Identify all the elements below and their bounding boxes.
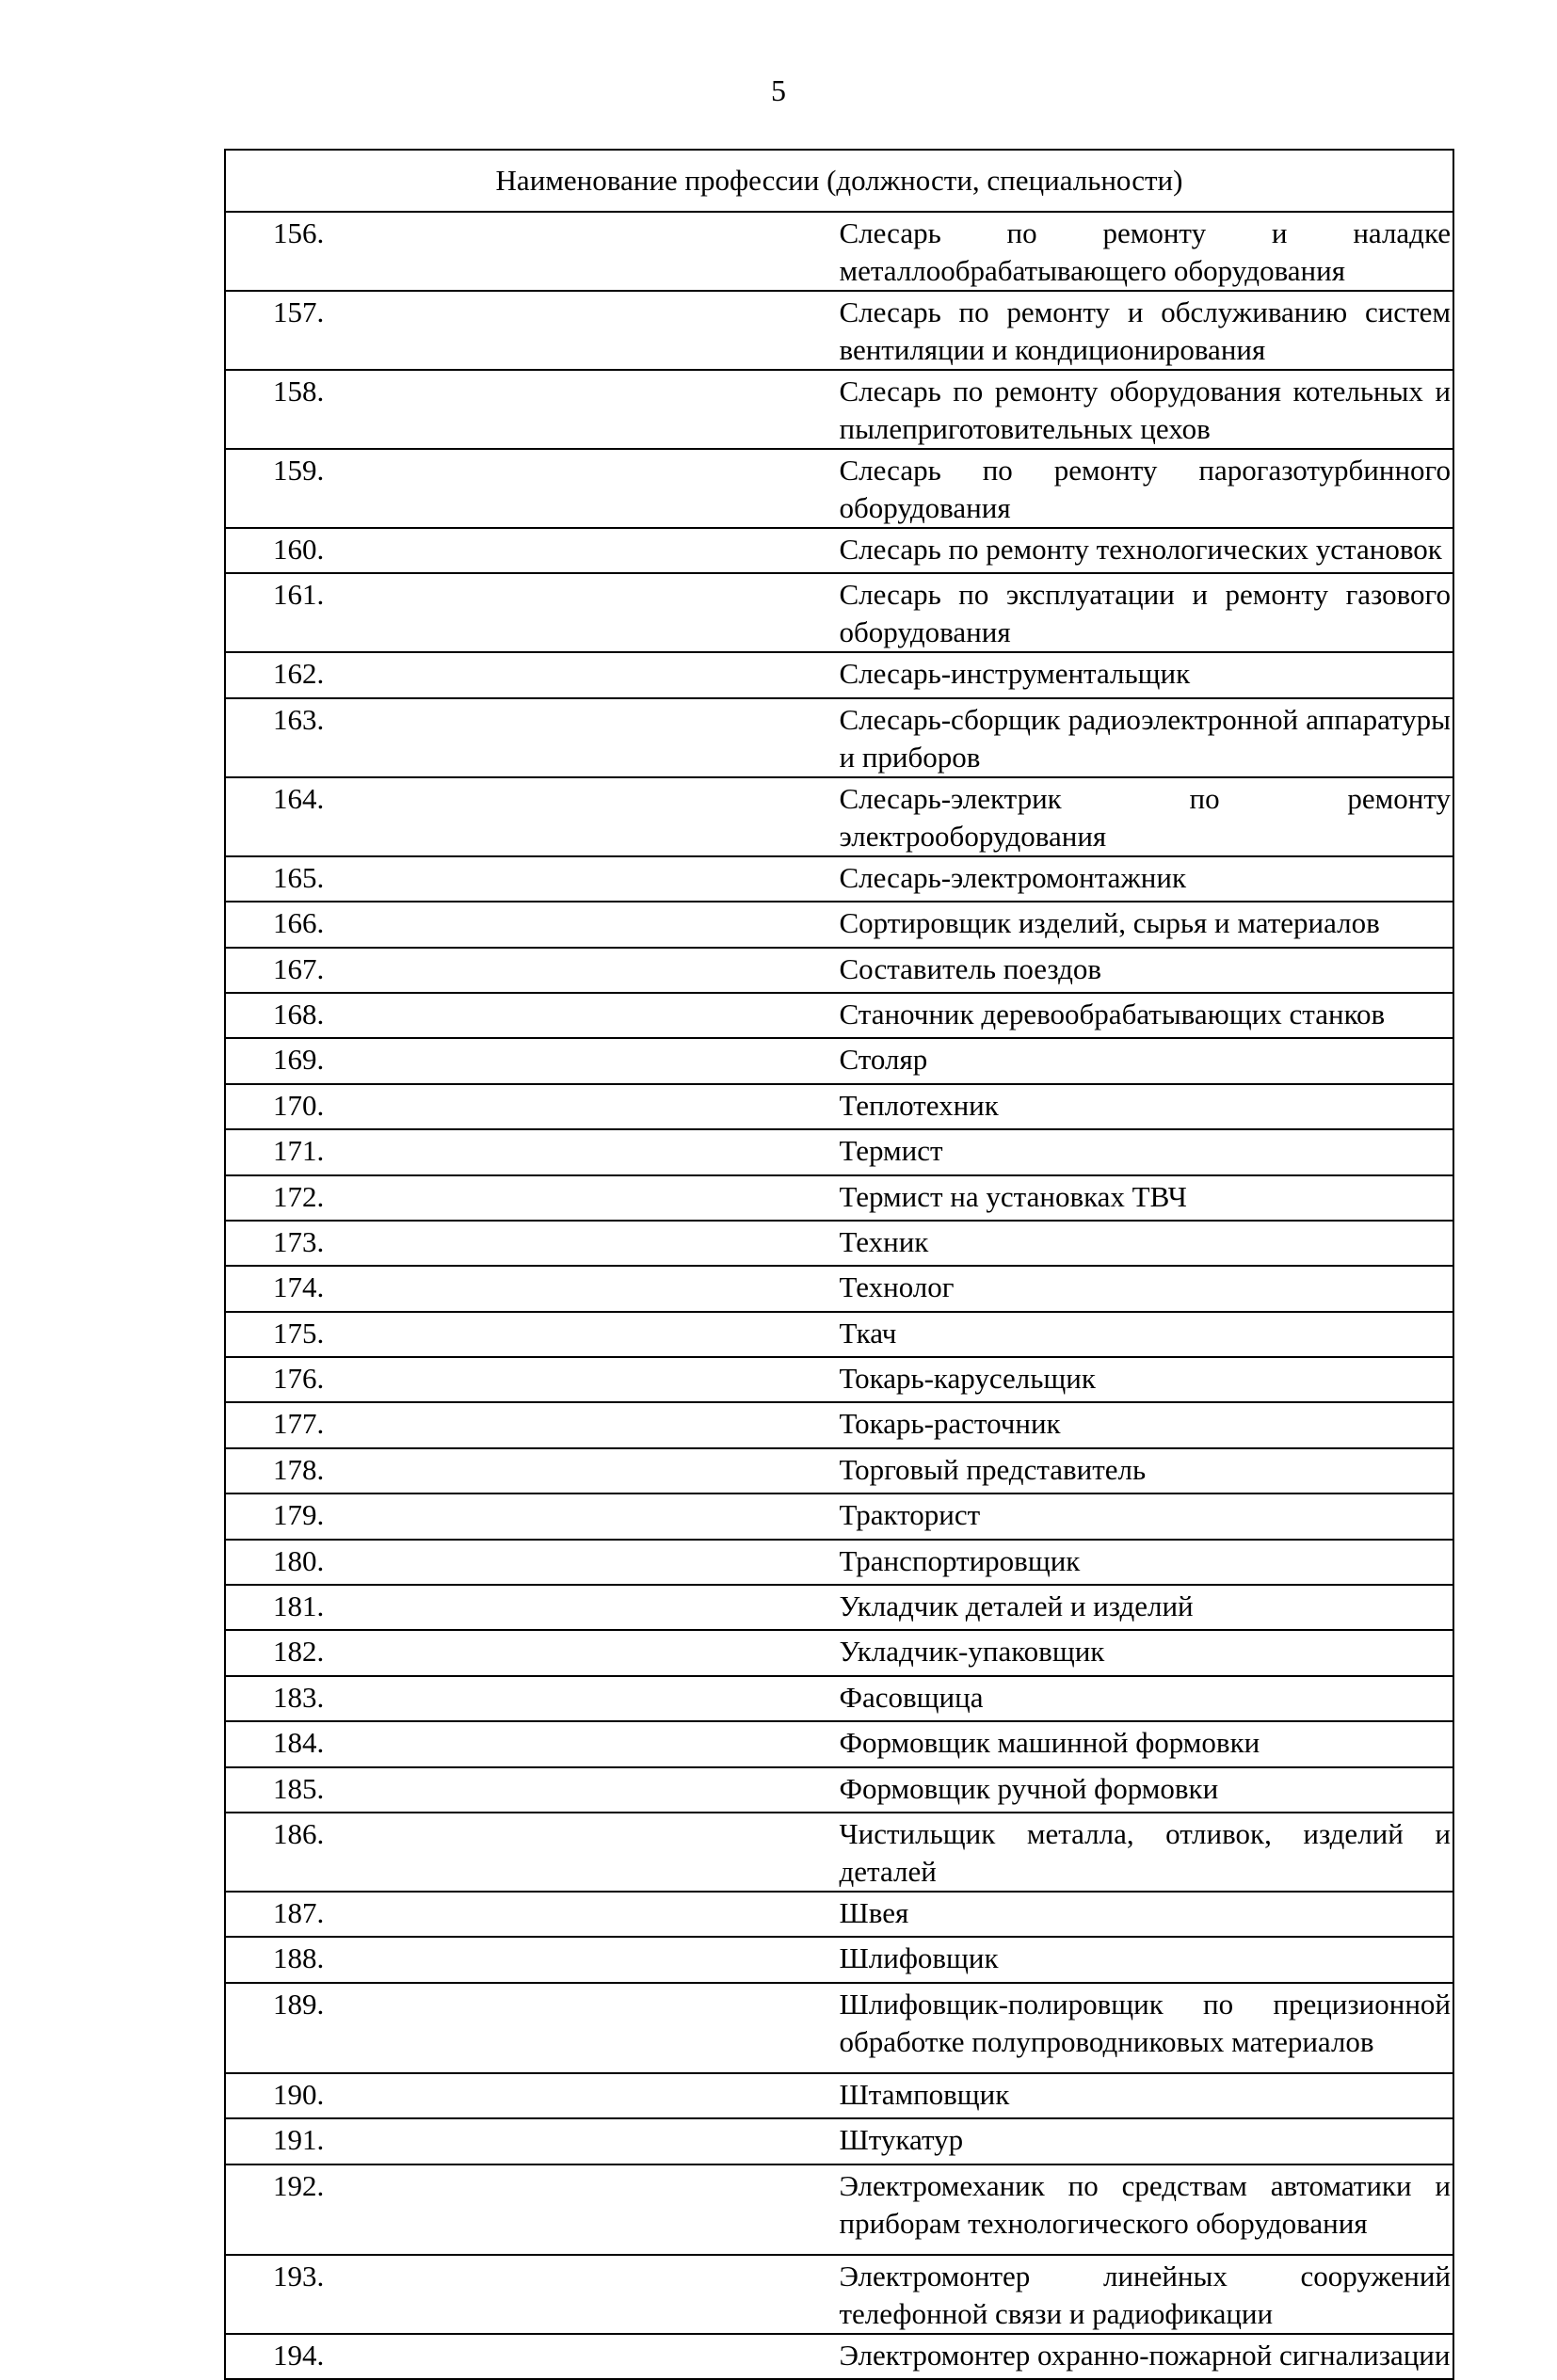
profession-name: Электромеханик по средствам автоматики и приборам технологического оборудования [840, 2164, 1454, 2255]
table-row [225, 1630, 1453, 1675]
profession-name: Электромонтер линейных сооружений телефонной связи и радиофикации [840, 2255, 1454, 2334]
table-row [225, 1813, 1453, 1892]
profession-name: Формовщик машинной формовки [840, 1721, 1454, 1766]
table-row [225, 2164, 1453, 2255]
profession-name: Слесарь-инструментальщик [840, 652, 1454, 697]
table-row [225, 212, 1453, 291]
row-number: 184. [225, 1721, 840, 1766]
profession-name: Шлифовщик-полировщик по прецизионной обработке полупроводниковых материалов [840, 1983, 1454, 2073]
profession-name: Технолог [840, 1266, 1454, 1311]
row-number: 159. [225, 449, 840, 528]
table-row [225, 1357, 1453, 1402]
table-row [225, 698, 1453, 777]
table-row [225, 777, 1453, 856]
table-row [225, 902, 1453, 947]
table-row [225, 1221, 1453, 1266]
professions-table [224, 149, 1454, 2380]
profession-name: Техник [840, 1221, 1454, 1266]
table-row [225, 291, 1453, 370]
profession-name: Тракторист [840, 1493, 1454, 1539]
table-row [225, 1493, 1453, 1539]
table-row [225, 528, 1453, 573]
table-row [225, 948, 1453, 993]
table-row [225, 573, 1453, 652]
table-row [225, 1448, 1453, 1493]
profession-name: Швея [840, 1892, 1454, 1937]
profession-name: Ткач [840, 1312, 1454, 1357]
profession-name: Сортировщик изделий, сырья и материалов [840, 902, 1454, 947]
row-number: 175. [225, 1312, 840, 1357]
profession-name: Станочник деревообрабатывающих станков [840, 993, 1454, 1038]
profession-name: Токарь-расточник [840, 1402, 1454, 1447]
row-number: 193. [225, 2255, 840, 2334]
profession-name: Укладчик деталей и изделий [840, 1585, 1454, 1630]
row-number: 166. [225, 902, 840, 947]
profession-name: Составитель поездов [840, 948, 1454, 993]
profession-name: Формовщик ручной формовки [840, 1767, 1454, 1813]
row-number: 174. [225, 1266, 840, 1311]
row-number: 178. [225, 1448, 840, 1493]
row-number: 158. [225, 370, 840, 449]
profession-name: Слесарь-сборщик радиоэлектронной аппаратуры и приборов [840, 698, 1454, 777]
table-row [225, 1767, 1453, 1813]
profession-name: Слесарь по ремонту оборудования котельных и пылеприготовительных цехов [840, 370, 1454, 449]
table-row [225, 1175, 1453, 1221]
profession-name: Слесарь по ремонту технологических установок [840, 528, 1454, 573]
profession-name: Слесарь по ремонту и обслуживанию систем вентиляции и кондиционирования [840, 291, 1454, 370]
row-number: 171. [225, 1129, 840, 1174]
profession-name: Электромонтер охранно-пожарной сигнализации [840, 2334, 1454, 2379]
table-row [225, 652, 1453, 697]
row-number: 164. [225, 777, 840, 856]
table-row [225, 449, 1453, 528]
table-row [225, 1721, 1453, 1766]
row-number: 180. [225, 1540, 840, 1585]
row-number: 190. [225, 2073, 840, 2118]
row-number: 156. [225, 212, 840, 291]
table-row [225, 2334, 1453, 2379]
profession-name: Столяр [840, 1038, 1454, 1083]
row-number: 181. [225, 1585, 840, 1630]
profession-name: Чистильщик металла, отливок, изделий и деталей [840, 1813, 1454, 1892]
table-row [225, 1937, 1453, 1982]
table-header-row [225, 150, 1453, 212]
row-number: 169. [225, 1038, 840, 1083]
table-row [225, 1676, 1453, 1721]
row-number: 160. [225, 528, 840, 573]
row-number: 176. [225, 1357, 840, 1402]
row-number: 161. [225, 573, 840, 652]
row-number: 179. [225, 1493, 840, 1539]
table-row [225, 1312, 1453, 1357]
table-body [225, 212, 1453, 2379]
row-number: 177. [225, 1402, 840, 1447]
page-number: 5 [771, 73, 786, 107]
row-number: 170. [225, 1084, 840, 1129]
row-number: 162. [225, 652, 840, 697]
profession-name: Термист на установках ТВЧ [840, 1175, 1454, 1221]
table-row [225, 1585, 1453, 1630]
table-row [225, 1266, 1453, 1311]
profession-name: Слесарь-электрик по ремонту электрооборудования [840, 777, 1454, 856]
table-row [225, 2073, 1453, 2118]
profession-name: Токарь-карусельщик [840, 1357, 1454, 1402]
profession-name: Штукатур [840, 2118, 1454, 2164]
profession-name: Штамповщик [840, 2073, 1454, 2118]
row-number: 192. [225, 2164, 840, 2255]
row-number: 157. [225, 291, 840, 370]
profession-name: Слесарь по ремонту парогазотурбинного оборудования [840, 449, 1454, 528]
row-number: 188. [225, 1937, 840, 1982]
row-number: 168. [225, 993, 840, 1038]
table-row [225, 370, 1453, 449]
row-number: 194. [225, 2334, 840, 2379]
profession-name: Транспортировщик [840, 1540, 1454, 1585]
profession-name: Слесарь-электромонтажник [840, 856, 1454, 902]
profession-name: Слесарь по эксплуатации и ремонту газового оборудования [840, 573, 1454, 652]
row-number: 183. [225, 1676, 840, 1721]
row-number: 172. [225, 1175, 840, 1221]
table-row [225, 1983, 1453, 2073]
table-row [225, 993, 1453, 1038]
row-number: 187. [225, 1892, 840, 1937]
row-number: 185. [225, 1767, 840, 1813]
table-row [225, 2118, 1453, 2164]
table-row [225, 1540, 1453, 1585]
row-number: 182. [225, 1630, 840, 1675]
row-number: 189. [225, 1983, 840, 2073]
row-number: 167. [225, 948, 840, 993]
table-row [225, 1129, 1453, 1174]
profession-name: Укладчик-упаковщик [840, 1630, 1454, 1675]
table-row [225, 1402, 1453, 1447]
row-number: 163. [225, 698, 840, 777]
table-row [225, 1084, 1453, 1129]
row-number: 165. [225, 856, 840, 902]
table-row [225, 1038, 1453, 1083]
profession-name: Термист [840, 1129, 1454, 1174]
profession-name: Шлифовщик [840, 1937, 1454, 1982]
row-number: 186. [225, 1813, 840, 1892]
profession-name: Слесарь по ремонту и наладке металлообрабатывающего оборудования [840, 212, 1454, 291]
table-header: Наименование профессии (должности, специальности) [225, 150, 1453, 212]
table-row [225, 2255, 1453, 2334]
profession-name: Торговый представитель [840, 1448, 1454, 1493]
profession-name: Фасовщица [840, 1676, 1454, 1721]
row-number: 173. [225, 1221, 840, 1266]
table-row [225, 1892, 1453, 1937]
table-row [225, 856, 1453, 902]
profession-name: Теплотехник [840, 1084, 1454, 1129]
row-number: 191. [225, 2118, 840, 2164]
